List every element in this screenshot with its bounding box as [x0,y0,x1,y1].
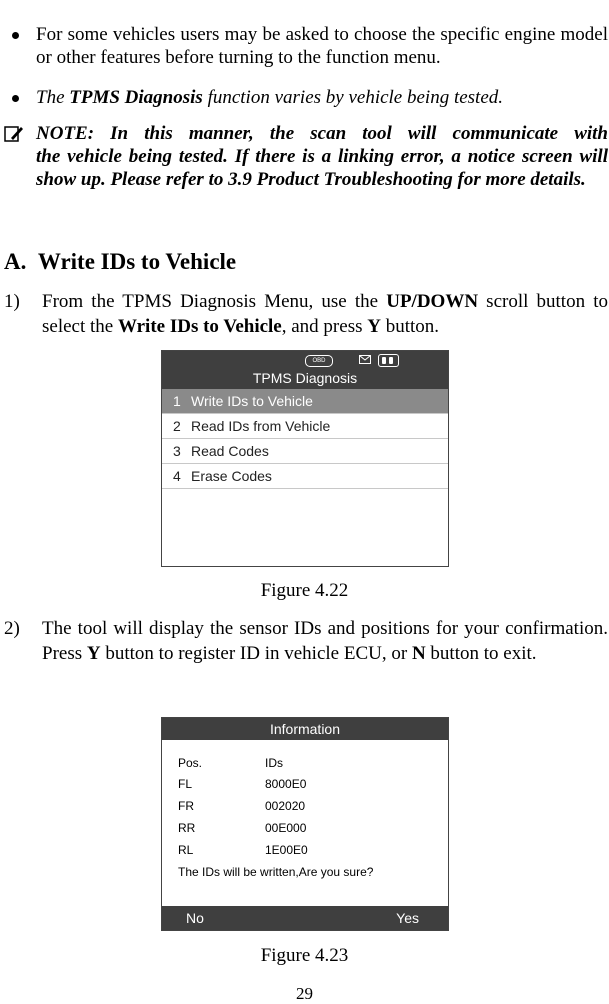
menu-item-read-codes[interactable]: 3 Read Codes [162,439,448,464]
bullet-prefix: The [36,87,70,108]
note-line-1: NOTE: In this manner, the scan tool will communicate with [36,123,608,144]
no-button[interactable]: No [186,910,204,926]
yes-button[interactable]: Yes [396,910,419,926]
step-2 [4,616,608,666]
softkey-bar [162,906,448,930]
bullet-dot [12,32,19,39]
menu-item-read-ids[interactable]: 2 Read IDs from Vehicle [162,414,448,439]
note-block [4,122,608,191]
battery-icon [378,354,399,367]
info-row: FR 002020 [178,799,306,813]
menu-item-erase-codes[interactable]: 4 Erase Codes [162,464,448,489]
screen-title-bar [162,351,448,389]
bullet-text [36,86,608,109]
info-header-row: Pos. IDs [178,756,283,770]
bullet-tpms-varies [10,86,608,109]
obd-connection-icon: OBD [305,355,333,367]
section-title: Write IDs to Vehicle [37,249,237,274]
note-rest: the vehicle being tested. If there is a linking error, a notice screen will show up. Please refer to 3.9 Product Troubleshooting for more details. [36,146,608,190]
section-letter: A. [4,249,27,274]
step-text: From the TPMS Diagnosis Menu, use the UP/DOWN scroll button to select the Write IDs to Vehicle, and press Y button. [42,291,608,337]
info-row: FL 8000E0 [178,777,307,791]
figure-caption: Figure 4.22 [260,580,349,601]
bullet-dot [12,95,19,102]
step-number: 1) [4,291,20,312]
confirm-message: The IDs will be written,Are you sure? [178,865,374,879]
screen-title: Information [162,718,448,740]
tpms-menu-screen [161,350,449,567]
note-pen-icon [4,125,24,143]
menu-item-write-ids[interactable]: 1 Write IDs to Vehicle [162,389,448,414]
screen-title: TPMS Diagnosis [252,370,358,386]
step-text: The tool will display the sensor IDs and positions for your confirmation. Press Y button to register ID in vehicle ECU, or N button to exit. [42,618,608,664]
page-number: 29 [296,984,313,1003]
section-heading [4,249,236,275]
figure-caption: Figure 4.23 [260,945,349,966]
bullet-text: For some vehicles users may be asked to choose the specific engine model or other features before turning to the function menu. [36,24,608,68]
bullet-engine-model [10,23,608,69]
info-row: RL 1E00E0 [178,843,308,857]
information-screen [161,717,449,931]
bullet-suffix: function varies by vehicle being tested. [202,87,504,108]
step-1 [4,289,608,339]
note-text [36,122,608,191]
step-number: 2) [4,618,20,639]
bullet-bold: TPMS Diagnosis [69,87,203,108]
mail-icon [359,355,371,364]
info-row: RR 00E000 [178,821,307,835]
